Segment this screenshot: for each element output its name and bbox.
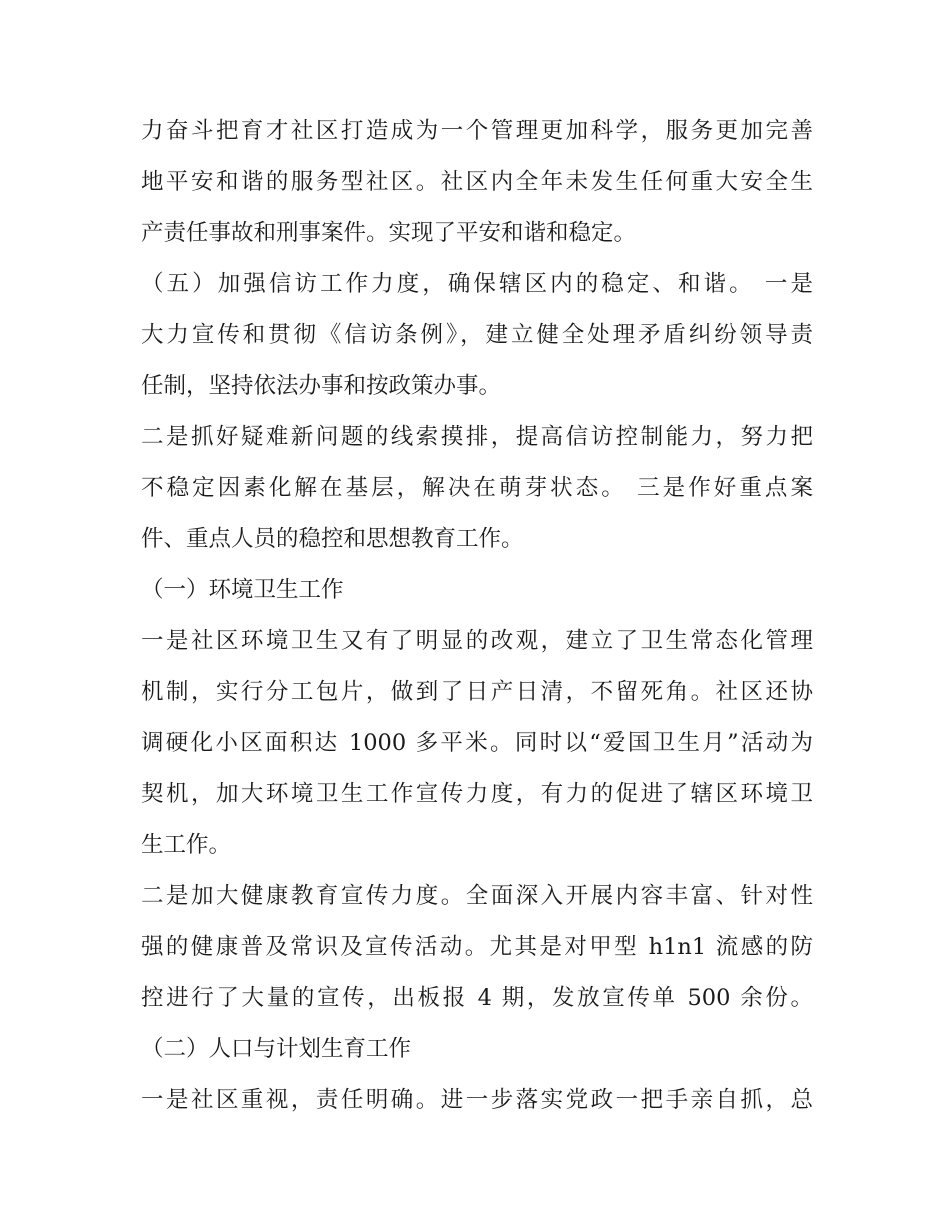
text-line: 一是社区重视，责任明确。进一步落实党政一把手亲自抓，总 — [141, 1087, 813, 1113]
text-line: 强的健康普及常识及宣传活动。尤其是对甲型 h1n1 流感的防 — [141, 934, 813, 960]
text-line: 契机，加大环境卫生工作宣传力度，有力的促进了辖区环境卫 — [141, 781, 813, 807]
text-line: 控进行了大量的宣传，出板报 4 期，发放宣传单 500 余份。 — [141, 985, 813, 1011]
text-line: 一是社区环境卫生又有了明显的改观，建立了卫生常态化管理 — [141, 628, 813, 654]
text-line: 力奋斗把育才社区打造成为一个管理更加科学，服务更加完善 — [141, 118, 813, 144]
section-heading-line: （五）加强信访工作力度，确保辖区内的稳定、和谐。 一是 — [141, 271, 813, 297]
text-line: 生工作。 — [141, 832, 232, 858]
text-line: 地平安和谐的服务型社区。社区内全年未发生任何重大安全生 — [141, 169, 813, 195]
section-heading: （二）人口与计划生育工作 — [141, 1036, 412, 1062]
text-line: 二是抓好疑难新问题的线索摸排，提高信访控制能力，努力把 — [141, 424, 813, 450]
document-body — [141, 106, 813, 1126]
text-line: 二是加大健康教育宣传力度。全面深入开展内容丰富、针对性 — [141, 883, 813, 909]
text-line: 件、重点人员的稳控和思想教育工作。 — [141, 526, 524, 552]
section-heading: （一）环境卫生工作 — [141, 577, 344, 603]
text-line: 机制，实行分工包片，做到了日产日清，不留死角。社区还协 — [141, 679, 813, 705]
text-line: 不稳定因素化解在基层，解决在萌芽状态。 三是作好重点案 — [141, 475, 813, 501]
text-line: 大力宣传和贯彻《信访条例》，建立健全处理矛盾纠纷领导责 — [141, 322, 813, 348]
text-line: 任制，坚持依法办事和按政策办事。 — [141, 373, 502, 399]
text-line: 产责任事故和刑事案件。实现了平安和谐和稳定。 — [141, 220, 637, 246]
text-line: 调硬化小区面积达 1000 多平米。同时以“爱国卫生月”活动为 — [141, 730, 813, 756]
